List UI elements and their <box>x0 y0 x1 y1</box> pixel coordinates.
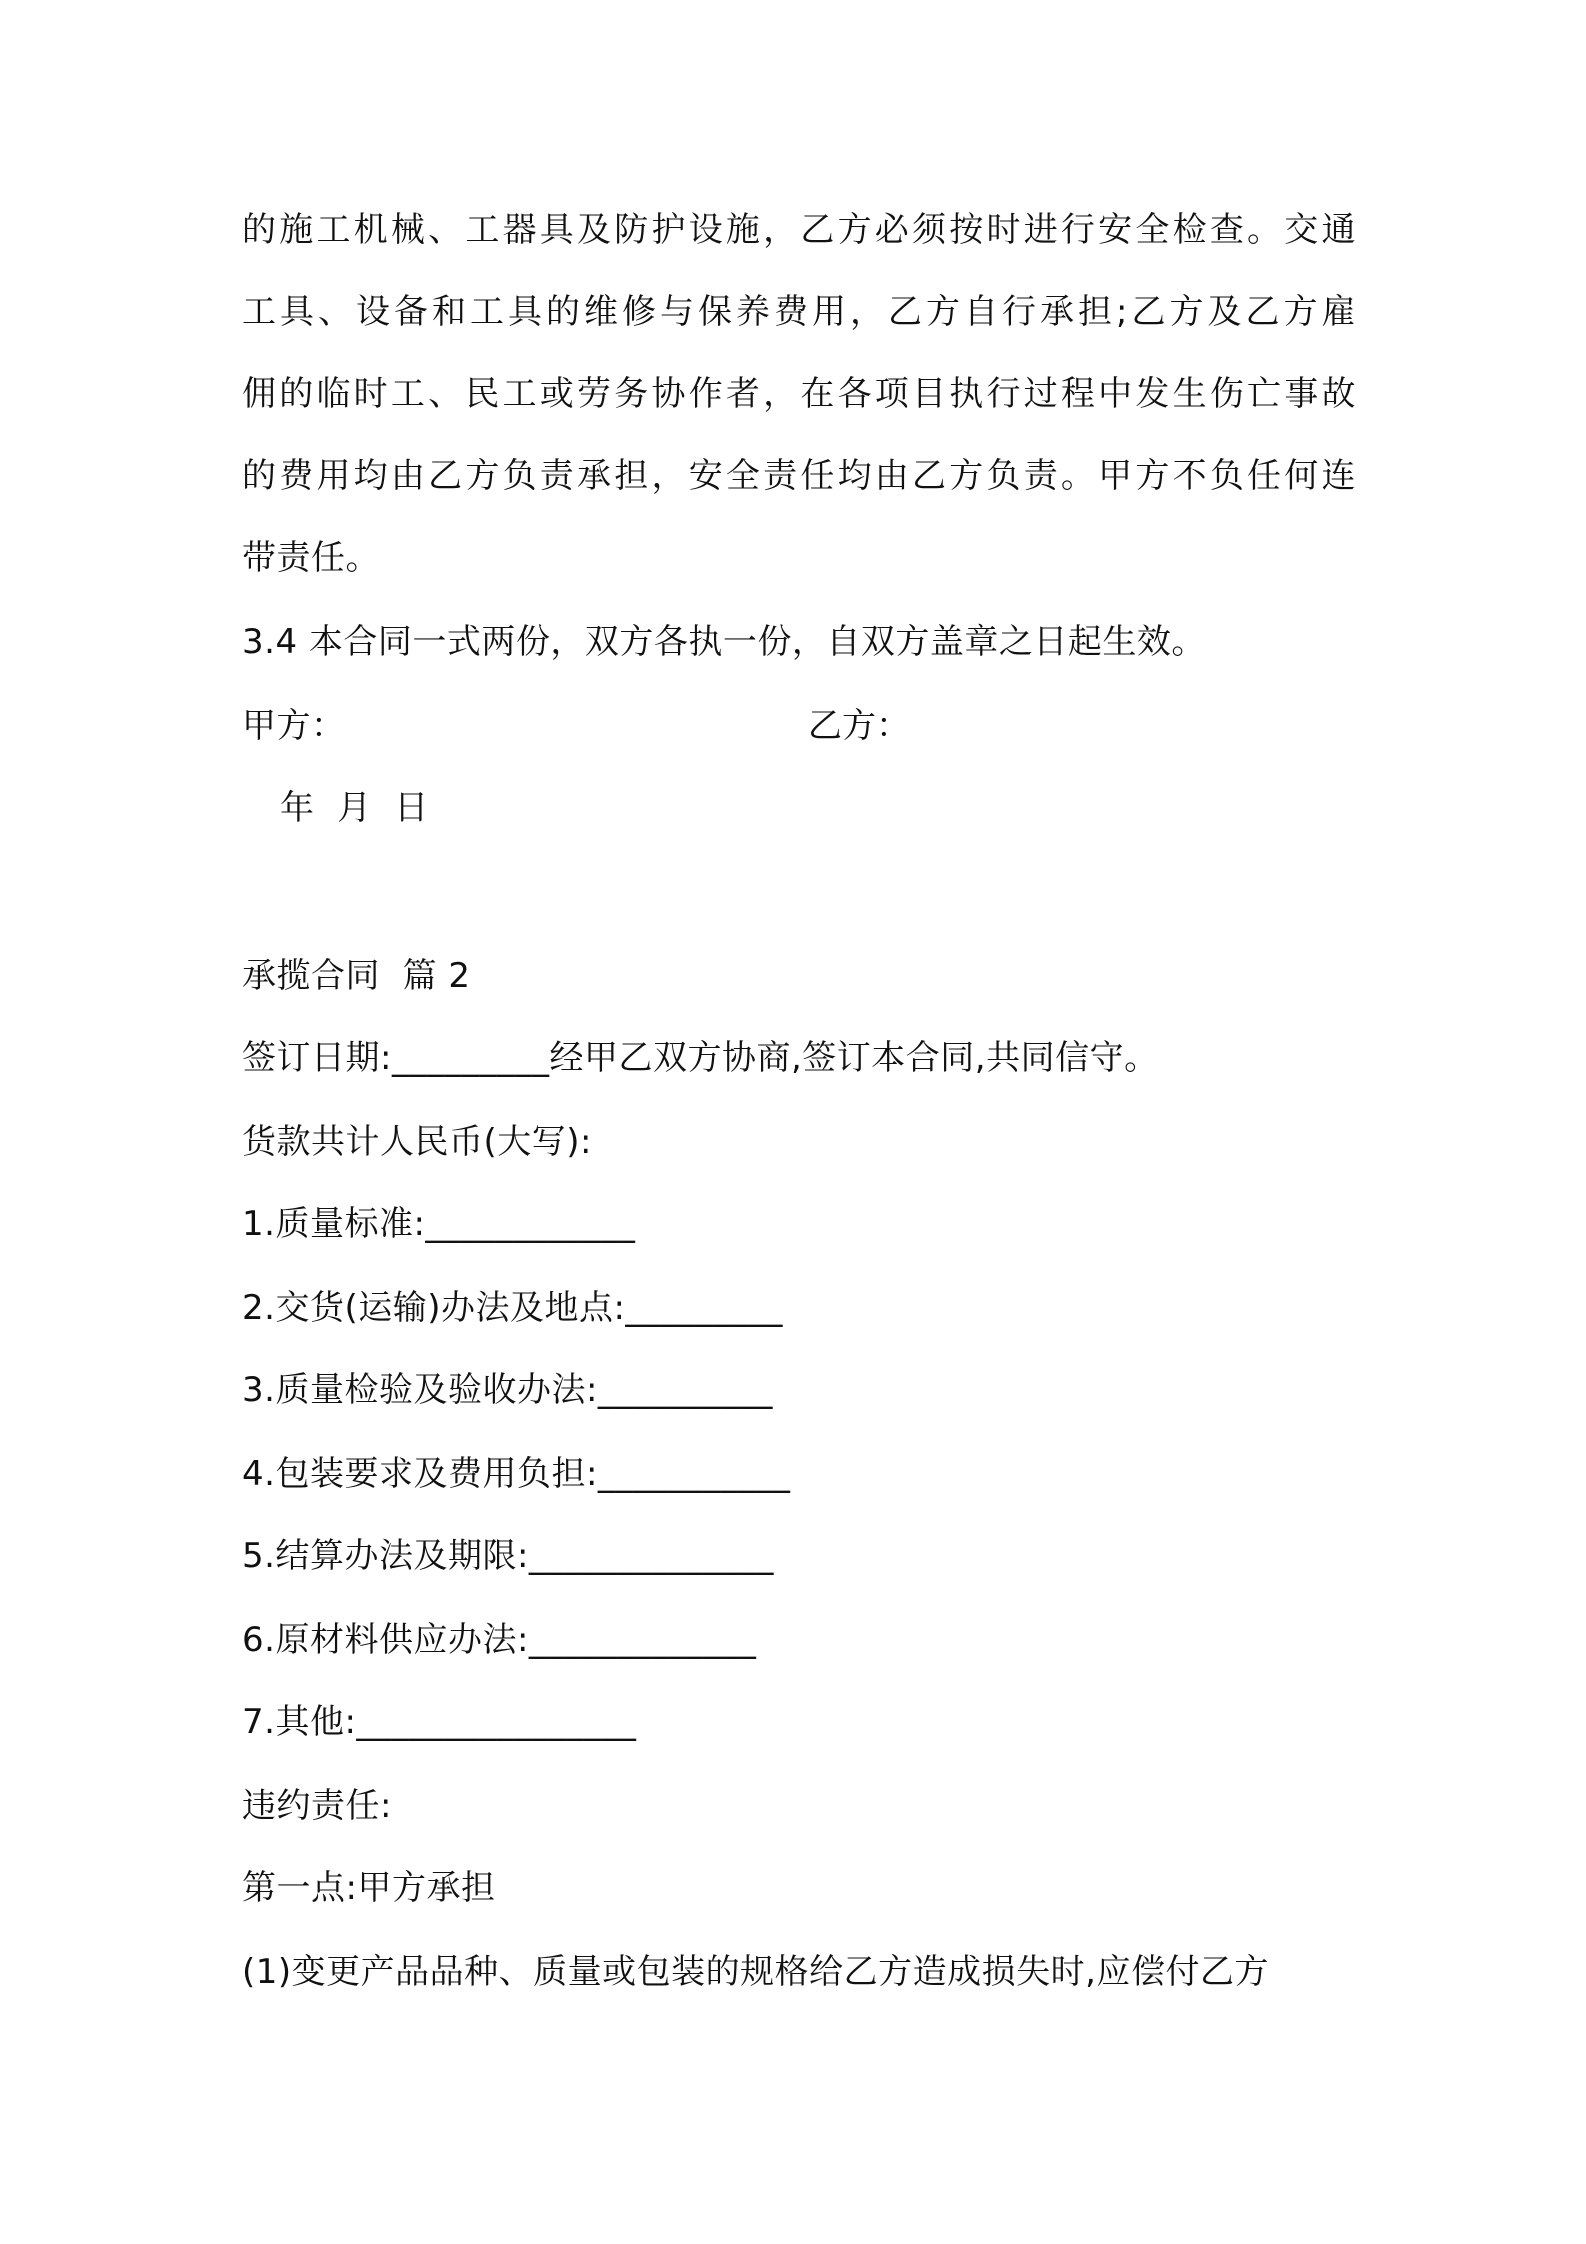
paragraph-line-2: 工具、设备和工具的维修与保养费用，乙方自行承担;乙方及乙方雇 <box>242 292 1356 332</box>
clause-3-4: 3.4 本合同一式两份，双方各执一份，自双方盖章之日起生效。 <box>242 622 1206 662</box>
signature-date: 年 月 日 <box>280 788 429 828</box>
item-settlement: 5.结算办法及期限:______________ <box>242 1536 774 1576</box>
item-inspection-method: 3.质量检验及验收办法:__________ <box>242 1370 773 1410</box>
item-raw-materials: 6.原材料供应办法:_____________ <box>242 1620 757 1660</box>
paragraph-line-1: 的施工机械、工器具及防护设施，乙方必须按时进行安全检查。交通 <box>242 210 1356 250</box>
point-one-sub: (1)变更产品品种、质量或包装的规格给乙方造成损失时,应偿付乙方 <box>242 1952 1269 1992</box>
item-delivery-method: 2.交货(运输)办法及地点:_________ <box>242 1288 783 1328</box>
item-quality-standard: 1.质量标准:____________ <box>242 1204 636 1244</box>
sign-date-line: 签订日期:_________经甲乙双方协商,签订本合同,共同信守。 <box>242 1038 1159 1078</box>
breach-title: 违约责任: <box>242 1786 392 1826</box>
point-one: 第一点:甲方承担 <box>242 1868 496 1908</box>
paragraph-line-5: 带责任。 <box>242 538 380 578</box>
paragraph-line-4: 的费用均由乙方负责承担，安全责任均由乙方负责。甲方不负任何连 <box>242 456 1356 496</box>
payment-line: 货款共计人民币(大写): <box>242 1122 592 1162</box>
party-a-label: 甲方： <box>242 706 346 746</box>
item-other: 7.其他:________________ <box>242 1702 637 1742</box>
item-packaging: 4.包装要求及费用负担:___________ <box>242 1454 791 1494</box>
section-title: 承揽合同 篇 2 <box>242 956 471 996</box>
party-b-label: 乙方： <box>808 706 910 746</box>
paragraph-line-3: 佣的临时工、民工或劳务协作者，在各项目执行过程中发生伤亡事故 <box>242 374 1356 414</box>
